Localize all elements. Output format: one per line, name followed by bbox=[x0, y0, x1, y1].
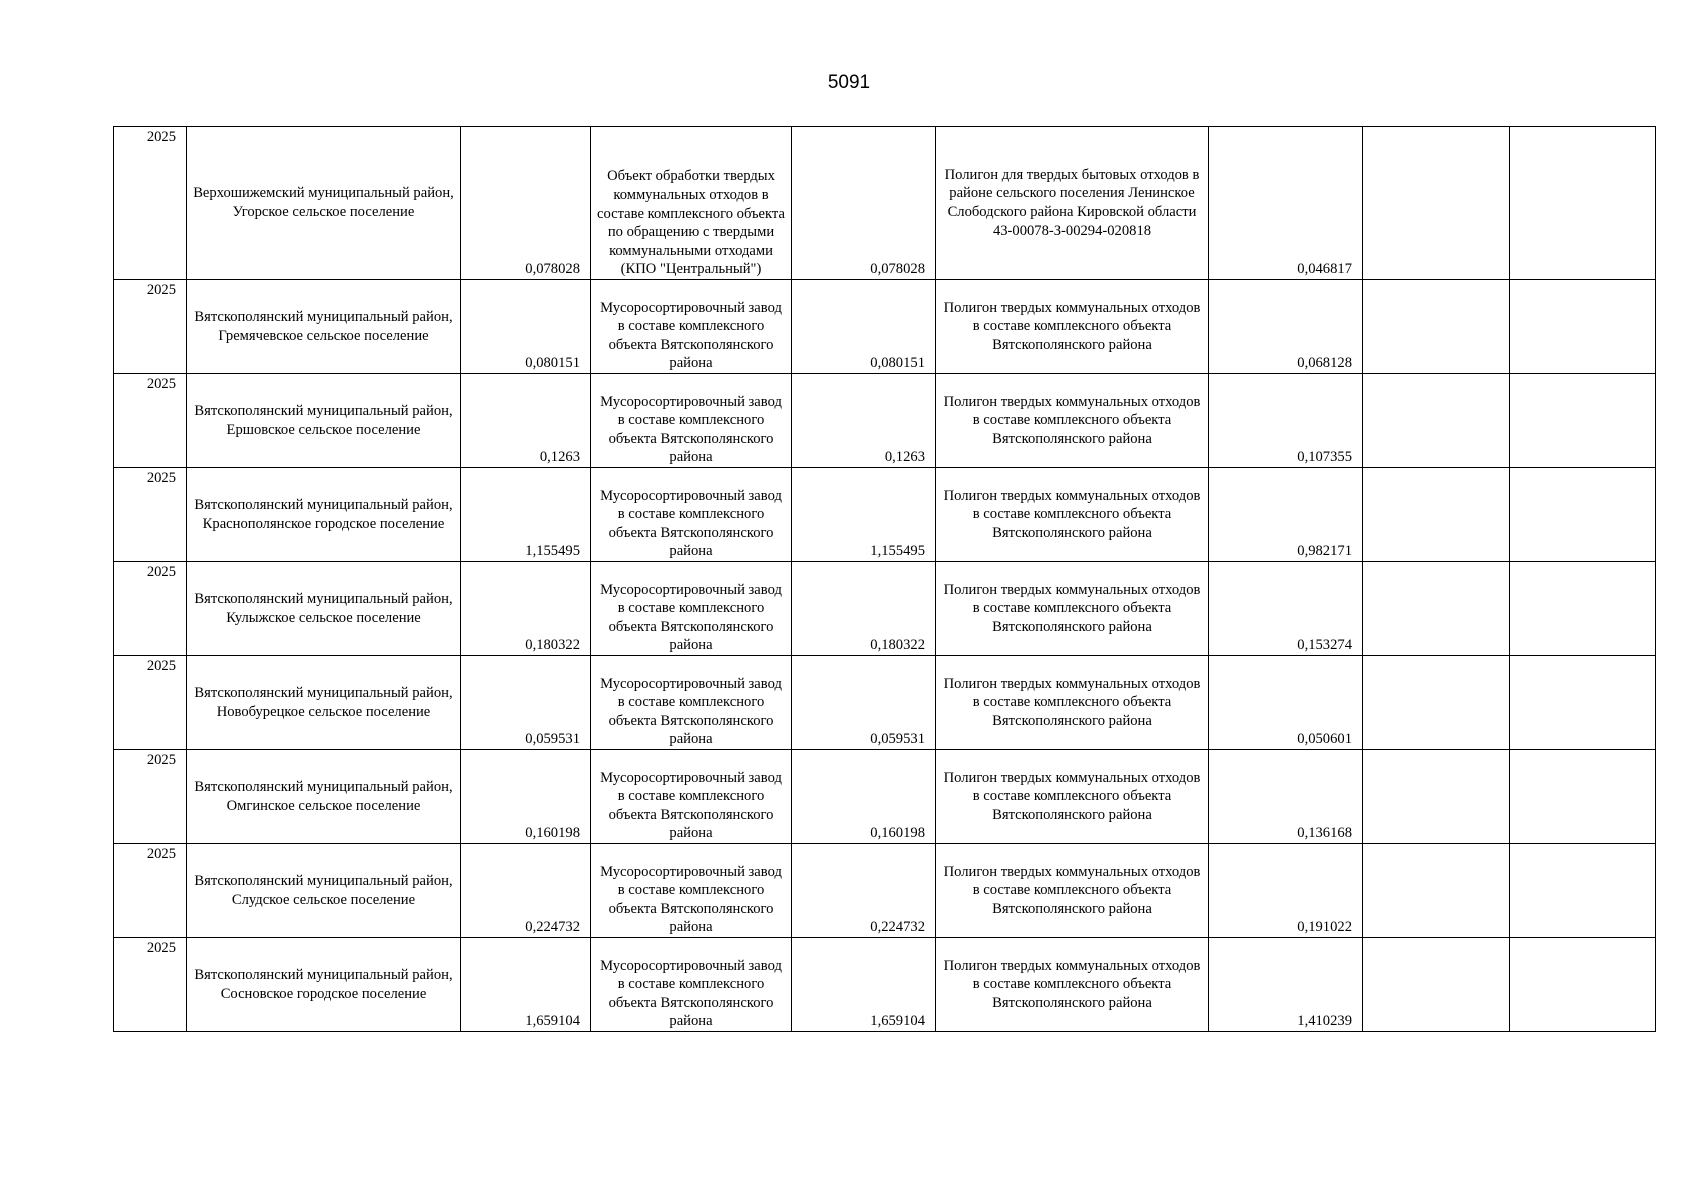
page-number: 5091 bbox=[827, 72, 871, 93]
year-cell: 2025 bbox=[114, 656, 187, 750]
facility-cell: Мусоросортировочный завод в составе комплексного объекта Вятскополянского района bbox=[591, 562, 792, 656]
landfill-cell: Полигон твердых коммунальных отходов в составе комплексного объекта Вятскополянского района bbox=[936, 562, 1209, 656]
year-cell: 2025 bbox=[114, 280, 187, 374]
volume-cell: 0,078028 bbox=[461, 127, 591, 280]
landfill-volume-cell: 0,153274 bbox=[1209, 562, 1363, 656]
facility-volume-cell: 1,155495 bbox=[792, 468, 936, 562]
landfill-volume-cell: 0,107355 bbox=[1209, 374, 1363, 468]
empty-cell bbox=[1363, 844, 1510, 938]
year-cell: 2025 bbox=[114, 562, 187, 656]
landfill-volume-cell: 0,191022 bbox=[1209, 844, 1363, 938]
empty-cell bbox=[1510, 127, 1656, 280]
table-row bbox=[114, 562, 1656, 656]
empty-cell bbox=[1510, 938, 1656, 1032]
facility-volume-cell: 0,080151 bbox=[792, 280, 936, 374]
facility-cell: Мусоросортировочный завод в составе комплексного объекта Вятскополянского района bbox=[591, 750, 792, 844]
municipality-cell: Вятскополянский муниципальный район, Гремячевское сельское поселение bbox=[187, 280, 461, 374]
facility-cell: Мусоросортировочный завод в составе комплексного объекта Вятскополянского района bbox=[591, 280, 792, 374]
empty-cell bbox=[1510, 374, 1656, 468]
table-row bbox=[114, 844, 1656, 938]
facility-volume-cell: 0,078028 bbox=[792, 127, 936, 280]
facility-volume-cell: 0,224732 bbox=[792, 844, 936, 938]
facility-cell: Мусоросортировочный завод в составе комплексного объекта Вятскополянского района bbox=[591, 656, 792, 750]
facility-volume-cell: 0,059531 bbox=[792, 656, 936, 750]
landfill-cell: Полигон твердых коммунальных отходов в составе комплексного объекта Вятскополянского района bbox=[936, 280, 1209, 374]
landfill-cell: Полигон для твердых бытовых отходов в районе сельского поселения Ленинское Слободского района Кировской области 43-00078-З-00294-020818 bbox=[936, 127, 1209, 280]
empty-cell bbox=[1363, 374, 1510, 468]
table-row bbox=[114, 374, 1656, 468]
municipality-cell: Верхошижемский муниципальный район, Угорское сельское поселение bbox=[187, 127, 461, 280]
table-row bbox=[114, 938, 1656, 1032]
landfill-volume-cell: 1,410239 bbox=[1209, 938, 1363, 1032]
table-row bbox=[114, 656, 1656, 750]
facility-volume-cell: 0,1263 bbox=[792, 374, 936, 468]
municipality-cell: Вятскополянский муниципальный район, Новобурецкое сельское поселение bbox=[187, 656, 461, 750]
table-row bbox=[114, 280, 1656, 374]
facility-volume-cell: 0,180322 bbox=[792, 562, 936, 656]
municipality-cell: Вятскополянский муниципальный район, Краснополянское городское поселение bbox=[187, 468, 461, 562]
year-cell: 2025 bbox=[114, 844, 187, 938]
landfill-volume-cell: 0,982171 bbox=[1209, 468, 1363, 562]
facility-volume-cell: 1,659104 bbox=[792, 938, 936, 1032]
volume-cell: 1,659104 bbox=[461, 938, 591, 1032]
landfill-cell: Полигон твердых коммунальных отходов в составе комплексного объекта Вятскополянского района bbox=[936, 750, 1209, 844]
volume-cell: 0,224732 bbox=[461, 844, 591, 938]
empty-cell bbox=[1363, 750, 1510, 844]
empty-cell bbox=[1363, 280, 1510, 374]
volume-cell: 0,059531 bbox=[461, 656, 591, 750]
municipality-cell: Вятскополянский муниципальный район, Ершовское сельское поселение bbox=[187, 374, 461, 468]
volume-cell: 0,080151 bbox=[461, 280, 591, 374]
landfill-cell: Полигон твердых коммунальных отходов в составе комплексного объекта Вятскополянского района bbox=[936, 938, 1209, 1032]
empty-cell bbox=[1510, 750, 1656, 844]
empty-cell bbox=[1510, 656, 1656, 750]
empty-cell bbox=[1363, 127, 1510, 280]
facility-volume-cell: 0,160198 bbox=[792, 750, 936, 844]
empty-cell bbox=[1510, 562, 1656, 656]
table-row bbox=[114, 468, 1656, 562]
landfill-cell: Полигон твердых коммунальных отходов в составе комплексного объекта Вятскополянского района bbox=[936, 374, 1209, 468]
empty-cell bbox=[1510, 844, 1656, 938]
municipality-cell: Вятскополянский муниципальный район, Сосновское городское поселение bbox=[187, 938, 461, 1032]
year-cell: 2025 bbox=[114, 938, 187, 1032]
empty-cell bbox=[1510, 468, 1656, 562]
municipality-cell: Вятскополянский муниципальный район, Омгинское сельское поселение bbox=[187, 750, 461, 844]
empty-cell bbox=[1363, 468, 1510, 562]
landfill-volume-cell: 0,050601 bbox=[1209, 656, 1363, 750]
facility-cell: Объект обработки твердых коммунальных отходов в составе комплексного объекта по обращению с твердыми коммунальными отходами (КПО "Центральный") bbox=[591, 127, 792, 280]
waste-flow-table bbox=[113, 126, 1656, 1032]
empty-cell bbox=[1363, 656, 1510, 750]
municipality-cell: Вятскополянский муниципальный район, Кулыжское сельское поселение bbox=[187, 562, 461, 656]
facility-cell: Мусоросортировочный завод в составе комплексного объекта Вятскополянского района bbox=[591, 844, 792, 938]
landfill-volume-cell: 0,046817 bbox=[1209, 127, 1363, 280]
facility-cell: Мусоросортировочный завод в составе комплексного объекта Вятскополянского района bbox=[591, 938, 792, 1032]
volume-cell: 0,180322 bbox=[461, 562, 591, 656]
empty-cell bbox=[1510, 280, 1656, 374]
empty-cell bbox=[1363, 562, 1510, 656]
facility-cell: Мусоросортировочный завод в составе комплексного объекта Вятскополянского района bbox=[591, 374, 792, 468]
table-row bbox=[114, 750, 1656, 844]
landfill-volume-cell: 0,136168 bbox=[1209, 750, 1363, 844]
landfill-cell: Полигон твердых коммунальных отходов в составе комплексного объекта Вятскополянского района bbox=[936, 468, 1209, 562]
table-row bbox=[114, 127, 1656, 280]
year-cell: 2025 bbox=[114, 468, 187, 562]
landfill-volume-cell: 0,068128 bbox=[1209, 280, 1363, 374]
landfill-cell: Полигон твердых коммунальных отходов в составе комплексного объекта Вятскополянского района bbox=[936, 656, 1209, 750]
landfill-cell: Полигон твердых коммунальных отходов в составе комплексного объекта Вятскополянского района bbox=[936, 844, 1209, 938]
year-cell: 2025 bbox=[114, 750, 187, 844]
facility-cell: Мусоросортировочный завод в составе комплексного объекта Вятскополянского района bbox=[591, 468, 792, 562]
municipality-cell: Вятскополянский муниципальный район, Слудское сельское поселение bbox=[187, 844, 461, 938]
volume-cell: 0,1263 bbox=[461, 374, 591, 468]
volume-cell: 0,160198 bbox=[461, 750, 591, 844]
empty-cell bbox=[1363, 938, 1510, 1032]
year-cell: 2025 bbox=[114, 127, 187, 280]
year-cell: 2025 bbox=[114, 374, 187, 468]
volume-cell: 1,155495 bbox=[461, 468, 591, 562]
